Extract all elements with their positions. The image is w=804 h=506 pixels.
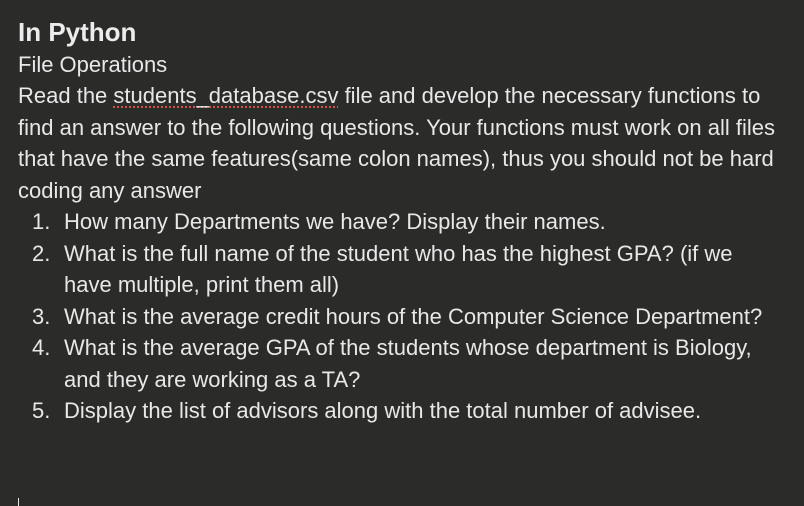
intro-paragraph [18, 80, 778, 206]
text-cursor [18, 498, 19, 506]
question-text: What is the average credit hours of the Computer Science Department? [64, 303, 763, 329]
question-item-4 [18, 332, 784, 395]
intro-text-before: Read the [18, 83, 114, 108]
question-item-2 [18, 238, 784, 301]
question-text: How many Departments we have? Display their names. [64, 209, 606, 234]
question-item-5 [18, 395, 784, 427]
question-text: Display the list of advisors along with the total number of advisee. [64, 398, 702, 423]
question-number: 5. [32, 398, 51, 423]
misspelled-filename[interactable]: students_database.csv [113, 83, 339, 108]
question-item-3 [18, 301, 784, 333]
question-item-1 [18, 206, 784, 238]
document-title: In Python [18, 17, 137, 47]
question-text: What is the full name of the student who has the highest GPA? (if we have multiple, print them all) [64, 240, 733, 297]
question-number: 3. [32, 303, 51, 329]
question-text: What is the average GPA of the students whose department is Biology, and they are working as a TA? [64, 335, 752, 392]
question-number: 1. [32, 209, 51, 234]
document-subtitle: File Operations [18, 52, 168, 77]
note-document[interactable] [18, 14, 798, 427]
intro-text-after: file and develop the necessary functions to find an answer to the following questions. Your functions must work on all files that have the same features(same colon names), thus you should not be hard coding any answer [18, 83, 775, 203]
question-number: 2. [32, 240, 51, 266]
questions-list [18, 206, 798, 427]
question-number: 4. [32, 335, 51, 360]
